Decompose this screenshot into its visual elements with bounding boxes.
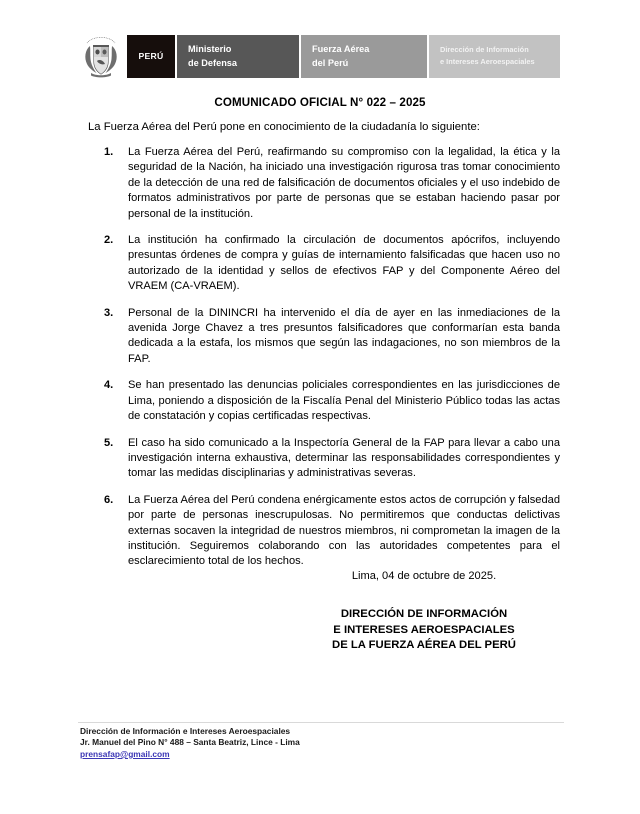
header-bar-direccion-line-2: e Intereses Aeroespaciales xyxy=(440,57,535,66)
list-item xyxy=(104,306,560,368)
list-item-text: La Fuerza Aérea del Perú condena enérgicamente estos actos de corrupción y falsedad por parte de personas inescrupulosas. No permitiremos que conductas delictivas externas socaven la integridad de nuestros miembros, ni comprometan la imagen de la institución. Seguiremos colaborando con las autoridades competentes para el esclarecimiento total de los hechos. xyxy=(128,493,560,568)
list-item-text: Se han presentado las denuncias policiales correspondientes en las jurisdicciones de Lima, poniendo a disposición de la Fiscalía Penal del Ministerio Público todas las actas de constatación y copias certificadas respectivas. xyxy=(128,379,560,423)
header-bar-peru-line-1: PERÚ xyxy=(138,50,164,61)
list-item-number: 6. xyxy=(104,493,114,506)
list-item-number: 5. xyxy=(104,436,114,449)
footer-address: Jr. Manuel del Pino N° 488 – Santa Beatriz, Lince - Lima xyxy=(80,737,300,748)
header-bar-fuerza-aerea-line-2: del Perú xyxy=(312,58,349,68)
list-item xyxy=(104,233,560,295)
list-item-number: 4. xyxy=(104,379,114,392)
footer-block xyxy=(80,726,560,760)
header-bar-ministerio-line-1: Ministerio xyxy=(188,44,232,54)
list-item-text: Personal de la DININCRI ha intervenido el día de ayer en las inmediaciones de la avenida Jorge Chavez a tres presuntos falsificadores que conformarían esta banda dedicada a la estafa, los mismos que según las indagaciones, no son miembros de la FAP. xyxy=(128,306,560,365)
list-item-number: 3. xyxy=(104,306,114,319)
signature-line-1: DIRECCIÓN DE INFORMACIÓN xyxy=(340,608,508,620)
footer-divider xyxy=(78,722,564,723)
list-item xyxy=(104,145,560,222)
list-item-text: La institución ha confirmado la circulación de documentos apócrifos, incluyendo presuntas órdenes de compra y guías de internamiento falsificadas que hacen uso no autorizado de la identidad y sellos de efectivos FAP y del Componente Aéreo del VRAEM (CA-VRAEM). xyxy=(128,234,560,293)
header-bar-peru xyxy=(127,35,175,78)
list-item xyxy=(104,436,560,482)
list-item-text: El caso ha sido comunicado a la Inspectoría General de la FAP para llevar a cabo una investigación interna exhaustiva, determinar las responsabilidades correspondientes y tomar las medidas disciplinarias y administrativas severas. xyxy=(128,436,560,480)
header-bar-ministerio-defensa xyxy=(177,35,299,78)
header-bar-fuerza-aerea xyxy=(301,35,427,78)
list-item-number: 2. xyxy=(104,234,114,247)
peru-coat-of-arms-icon xyxy=(80,33,122,79)
numbered-statement-list xyxy=(104,145,560,581)
document-title: COMUNICADO OFICIAL N° 022 – 2025 xyxy=(214,96,426,109)
header-bar-fuerza-aerea-line-1: Fuerza Aérea xyxy=(312,44,370,54)
header-bar-direccion-line-1: Dirección de Información xyxy=(440,45,529,54)
header-bar-group xyxy=(127,35,560,78)
list-item xyxy=(104,378,560,424)
institutional-header xyxy=(80,30,550,82)
list-item-text: La Fuerza Aérea del Perú, reafirmando su compromiso con la legalidad, la ética y la seguridad de la Nación, ha iniciado una investigación rigurosa tras tomar conocimiento de la detección de una red de falsificación de documentos oficiales y el uso indebido de formatos administrativos por parte de personas que se estaban haciendo pasar por personal de la institución. xyxy=(128,146,560,220)
signature-block xyxy=(292,607,556,654)
signature-line-2: E INTERESES AEROESPACIALES xyxy=(333,623,515,636)
date-line: Lima, 04 de octubre de 2025. xyxy=(351,570,497,582)
header-bar-direccion-informacion xyxy=(429,35,560,78)
header-bar-ministerio-line-2: de Defensa xyxy=(188,58,238,68)
signature-line-3: DE LA FUERZA AÉREA DEL PERÚ xyxy=(332,639,516,651)
footer-email-link[interactable]: prensafap@gmail.com xyxy=(80,748,170,759)
list-item xyxy=(104,493,560,570)
list-item-number: 1. xyxy=(104,146,114,158)
footer-office-name: Dirección de Información e Intereses Aeroespaciales xyxy=(80,726,291,736)
intro-paragraph: La Fuerza Aérea del Perú pone en conocimiento de la ciudadanía lo siguiente: xyxy=(88,121,480,133)
